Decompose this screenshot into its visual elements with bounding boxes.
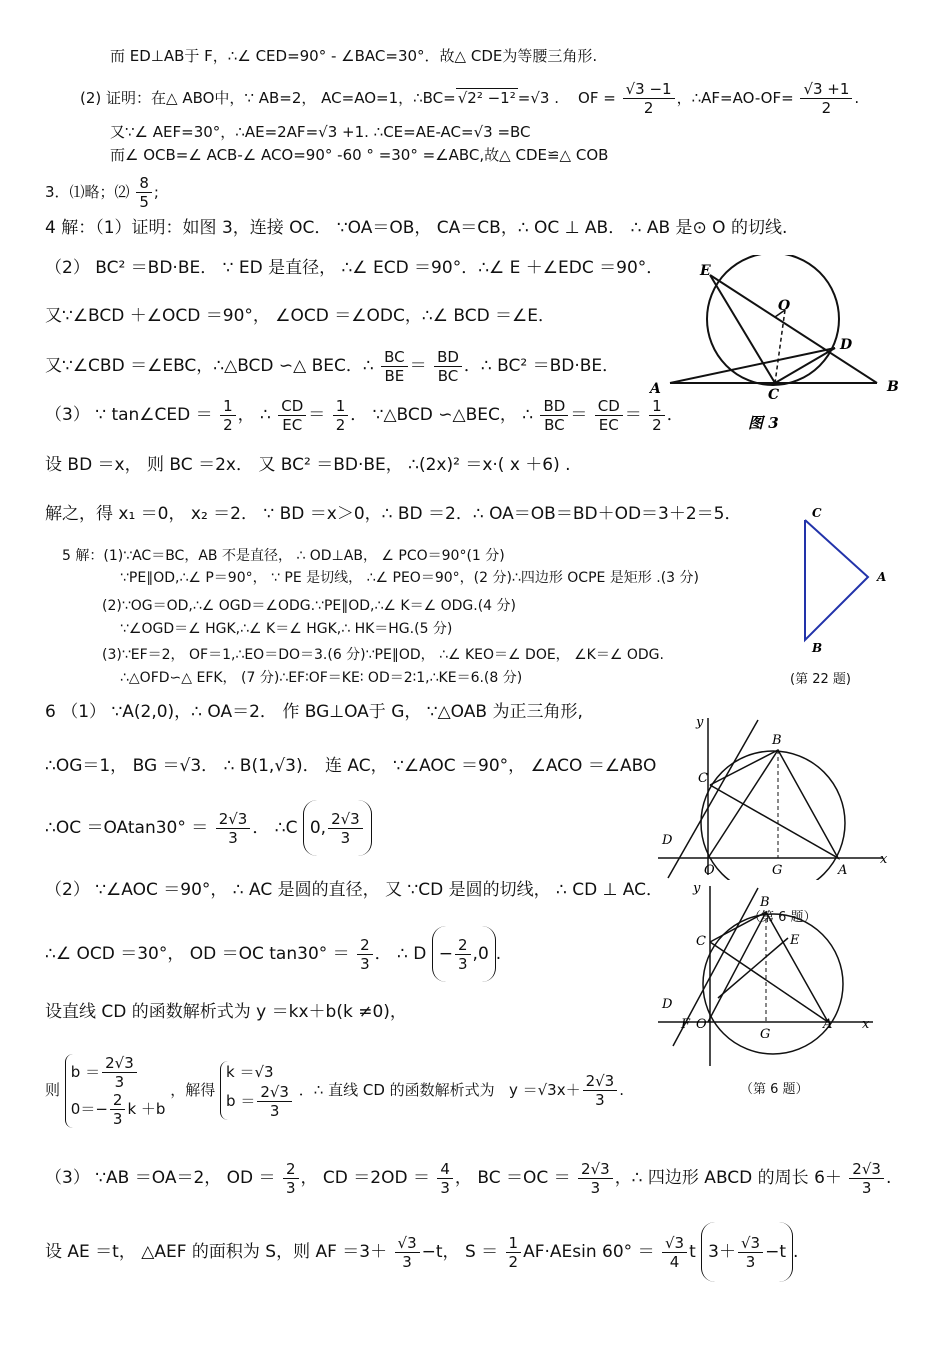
fraction: $\frac{√3}{4}$ <box>662 1234 687 1271</box>
text: ． ∵△BCD ∽△BEC， ∴ <box>350 405 534 425</box>
text: . <box>619 1081 625 1099</box>
line-22: （2） ∵∠AOC ＝90°， ∴ AC 是圆的直径， 又 ∵CD 是圆的切线， ∴ CD ⊥ AC． <box>45 880 664 900</box>
line-16: ∵∠OGD＝∠ HGK,∴∠ K＝∠ HGK,∴ HK＝HG.(5 分) <box>120 621 453 637</box>
line-2 <box>80 78 859 118</box>
figure-caption: （第 6 题） <box>740 1082 809 1097</box>
line-8: 又∵∠BCD ＋∠OCD ＝90°， ∠OCD ＝∠ODC，∴∠ BCD ＝∠E． <box>45 306 556 326</box>
line-26 <box>45 1152 891 1204</box>
line-27 <box>45 1222 798 1278</box>
label-D: D <box>662 997 673 1012</box>
fraction: $\frac{1}{2}$ <box>506 1234 522 1271</box>
label-y: y <box>693 881 701 896</box>
line-24: 设直线 CD 的函数解析式为 y ＝kx＋b(k ≠0)， <box>45 1002 407 1022</box>
figure-22 <box>800 505 900 655</box>
label-O: O <box>704 863 715 878</box>
line-18: ∴△OFD∽△ EFK， (7 分)∴EF∶OF＝KE∶ OD＝2∶1,∴KE＝6.(8 分) <box>120 670 523 686</box>
text: ＝ <box>409 356 427 376</box>
text: y ＝√3x＋ <box>508 1081 581 1099</box>
text: t <box>689 1242 696 1262</box>
label-B: B <box>812 641 823 655</box>
line-20: ∴OG＝1， BG ＝√3． ∴ B(1,√3)． 连 AC， ∵∠AOC ＝90°， ∠ACO ＝∠ABO <box>45 756 657 776</box>
text: ．∴ BC² ＝BD·BE． <box>463 356 620 376</box>
coordinate: 0, $\frac{2√3}{3}$ <box>303 800 372 856</box>
line-7: （2） BC² ＝BD·BE． ∵ ED 是直径， ∴∠ ECD ＝90°．∴∠ E ＋∠EDC ＝90°． <box>45 258 664 278</box>
line-4: 而∠ OCB=∠ ACB-∠ ACO=90° -60 ° =30° =∠ABC,故△ CDE≌△ COB <box>110 146 609 164</box>
label-F: F <box>681 1017 691 1032</box>
parenthesized-expression: 3＋ $\frac{√3}{3}$ −t <box>701 1222 793 1282</box>
text: （3） ∵AB ＝OA＝2， OD ＝ <box>45 1168 276 1188</box>
text: AF·AEsin 60° ＝ <box>523 1242 655 1262</box>
label-x: x <box>862 1017 870 1032</box>
line-3: 又∵∠ AEF=30°，∴AE=2AF=√3 +1. ∴CE=AE-AC=√3 =BC <box>110 123 531 141</box>
fraction: $\frac{1}{2}$ <box>333 397 349 434</box>
text: ; <box>153 183 159 201</box>
text: 设 AE ＝t， △AEF 的面积为 S，则 AF ＝3＋ <box>45 1242 388 1262</box>
label-C: C <box>698 771 708 786</box>
text: 又∵∠CBD ＝∠EBC，∴△BCD ∽△ BEC．∴ <box>45 356 374 376</box>
fraction: $\frac{√3 -1}{2}$ <box>623 80 675 117</box>
line-21 <box>45 800 372 852</box>
text: −t， S ＝ <box>421 1242 499 1262</box>
fraction: $\frac{1}{2}$ <box>220 397 236 434</box>
line-15: (2)∵OG＝OD,∴∠ OGD＝∠ODG.∵PE∥OD,∴∠ K＝∠ ODG.(4 分) <box>102 598 516 614</box>
label-C: C <box>812 506 822 520</box>
text: ＝ <box>570 405 588 425</box>
label-y: y <box>696 715 704 730</box>
figure-caption: （第 6 题） <box>748 910 817 925</box>
fraction: $\frac{BC}{BE}$ <box>381 348 408 385</box>
line-19: 6 （1） ∵A(2,0)，∴ OA＝2． 作 BG⊥OA于 G， ∵△OAB 为正三角形, <box>45 702 583 722</box>
fraction: $\frac{4}{3}$ <box>437 1160 453 1197</box>
line-1: 而 ED⊥AB于 F，∴∠ CED=90° - ∠BAC=30°．故△ CDE为等腰三角形. <box>110 47 598 65</box>
equation-system: k ＝√3 b ＝ $\frac{2√3}{3}$ <box>220 1061 294 1120</box>
text: ． <box>666 405 684 425</box>
text: ，∴ 四边形 ABCD 的周长 6＋ <box>614 1168 842 1188</box>
text: . <box>885 1168 892 1188</box>
text: . <box>854 89 860 107</box>
fraction: $\frac{CD}{EC}$ <box>278 397 306 434</box>
label-C: C <box>768 387 780 403</box>
text: OF = <box>578 89 616 107</box>
text: ∴OC ＝OAtan30° ＝ <box>45 818 209 838</box>
text: ∴∠ OCD ＝30°， OD ＝OC tan30° ＝ <box>45 944 350 964</box>
text: 3．⑴略；⑵ <box>45 183 130 201</box>
fraction: $\frac{2}{3}$ <box>357 936 373 973</box>
sqrt: √2² −1² <box>457 89 516 107</box>
figure-caption: 图 3 <box>748 414 779 432</box>
text: =√3 . <box>517 89 559 107</box>
fraction: $\frac{2√3}{3}$ <box>216 810 251 847</box>
line-6: 4 解：（1）证明：如图 3，连接 OC． ∵OA＝OB， CA＝CB，∴ OC ⊥ AB． ∴ AB 是⊙ O 的切线. <box>45 218 788 238</box>
label-D: D <box>662 833 673 848</box>
label-A: A <box>877 570 887 584</box>
fraction: $\frac{8}{5}$ <box>136 174 152 211</box>
line-9 <box>45 344 619 388</box>
label-O: O <box>778 298 791 314</box>
fraction: $\frac{2}{3}$ <box>283 1160 299 1197</box>
line-14: ∵PE∥OD,∴∠ P＝90°， ∵ PE 是切线， ∴∠ PEO＝90°，(2 分)∴四边形 OCPE 是矩形 .(3 分) <box>120 570 699 586</box>
fraction: $\frac{√3 +1}{2}$ <box>800 80 852 117</box>
label-B: B <box>887 379 899 395</box>
text: ， BC ＝OC ＝ <box>454 1168 571 1188</box>
line-11: 设 BD ＝x， 则 BC ＝2x． 又 BC² ＝BD·BE， ∴(2x)² ＝x·( x ＋6) . <box>45 455 571 475</box>
label-x: x <box>880 852 888 867</box>
text: . <box>495 944 502 964</box>
label-B: B <box>772 733 782 748</box>
text: ． ∴C <box>252 818 298 838</box>
text: ＝ <box>624 405 642 425</box>
fraction: $\frac{CD}{EC}$ <box>595 397 623 434</box>
line-13: 5 解：(1)∵AC＝BC，AB 不是直径， ∴ OD⊥AB， ∠ PCO＝90°(1 分) <box>62 548 505 564</box>
fraction: $\frac{2√3}{3}$ <box>583 1072 618 1109</box>
fraction: $\frac{2√3}{3}$ <box>849 1160 884 1197</box>
line-25 <box>45 1042 624 1138</box>
label-G: G <box>760 1027 771 1042</box>
label-G: G <box>772 863 783 878</box>
label-A: A <box>823 1017 833 1032</box>
text: . <box>793 1242 799 1262</box>
label-E: E <box>790 933 800 948</box>
fraction: $\frac{2√3}{3}$ <box>578 1160 613 1197</box>
fraction: $\frac{√3}{3}$ <box>395 1234 420 1271</box>
figure-3 <box>645 255 915 435</box>
text: ，∴AF=AO-OF= <box>676 89 794 107</box>
line-12: 解之，得 x₁ ＝0， x₂ ＝2． ∵ BD ＝x＞0，∴ BD ＝2．∴ OA＝OB＝BD＋OD＝3＋2＝5． <box>45 504 742 524</box>
label-D: D <box>840 337 853 353</box>
text: 则 <box>45 1081 61 1099</box>
figure-6a <box>648 710 898 880</box>
equation-system: b ＝ $\frac{2√3}{3}$ 0＝− $\frac{2}{3}$ k ＋b <box>65 1054 166 1128</box>
coordinate: − $\frac{2}{3}$ ,0 <box>432 926 496 982</box>
text: ，解得 <box>170 1081 216 1099</box>
figure-caption: (第 22 题) <box>790 672 851 687</box>
label-B: B <box>760 895 770 910</box>
line-5 <box>45 172 159 212</box>
text: ． ∴ D <box>374 944 427 964</box>
label-E: E <box>700 263 711 279</box>
figure-6b <box>648 878 898 1068</box>
text: ， CD ＝2OD ＝ <box>300 1168 430 1188</box>
line-17: (3)∵EF＝2， OF＝1,∴EO＝DO＝3.(6 分)∵PE∥OD， ∴∠ KEO＝∠ DOE， ∠K＝∠ ODG. <box>102 647 664 663</box>
text: （3） ∵ tan∠CED ＝ <box>45 405 213 425</box>
line-23 <box>45 926 501 978</box>
text: ＝ <box>308 405 326 425</box>
label-C: C <box>696 934 706 949</box>
fraction: $\frac{BD}{BC}$ <box>434 348 462 385</box>
line-10 <box>45 393 684 437</box>
label-A: A <box>650 381 661 397</box>
fraction: $\frac{1}{2}$ <box>649 397 665 434</box>
text: ， ∴ <box>237 405 271 425</box>
label-A: A <box>838 863 848 878</box>
text: ．∴ 直线 CD 的函数解析式为 <box>298 1081 495 1099</box>
label-O: O <box>696 1017 707 1032</box>
fraction: $\frac{BD}{BC}$ <box>540 397 568 434</box>
text: (2) 证明：在△ ABO中，∵ AB=2， AC=AO=1，∴BC= <box>80 89 456 107</box>
